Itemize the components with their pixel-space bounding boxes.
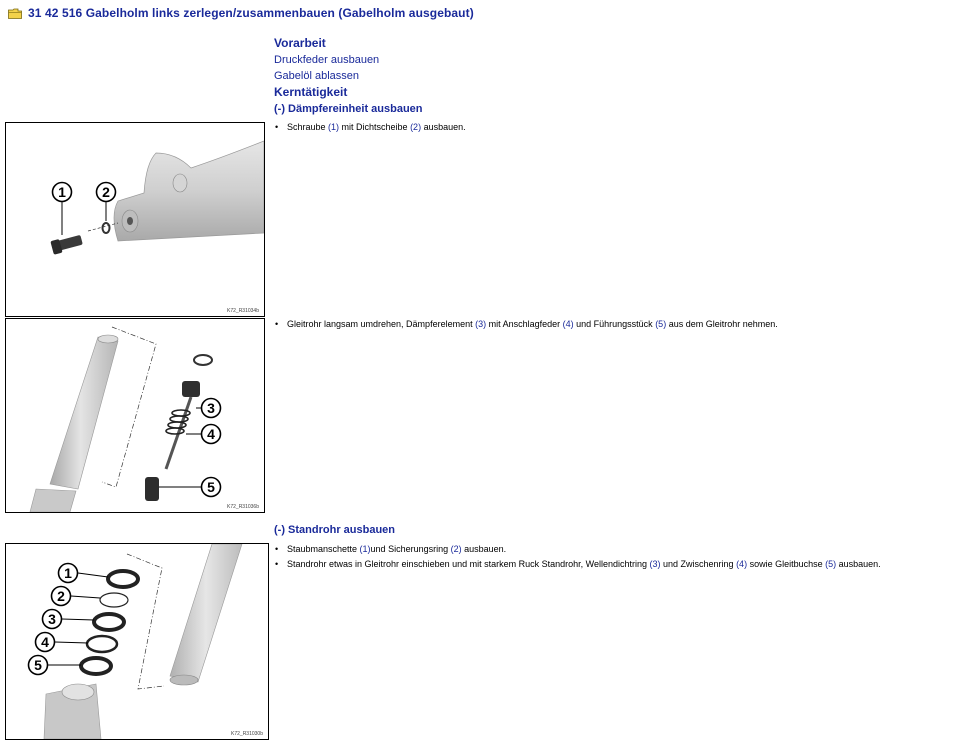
callout-4: 4	[41, 634, 49, 650]
vorarbeit-heading: Vorarbeit	[274, 36, 326, 50]
callout-2: 2	[102, 184, 110, 200]
link-gabeloel-ablassen[interactable]: Gabelöl ablassen	[274, 70, 360, 82]
figure-3-illustration	[6, 544, 268, 739]
preparation-block	[274, 35, 423, 117]
section-daempfereinheit-heading: (-) Dämpfereinheit ausbauen	[274, 103, 423, 115]
figure-standrohr-removal	[5, 543, 269, 740]
figure-screw-removal	[5, 122, 265, 317]
figure-code: K72_R31030b	[231, 731, 263, 737]
step-item: • Staubmanschette (1)und Sicherungsring (2) ausbauen.	[274, 542, 881, 557]
callout-1: 1	[58, 184, 66, 200]
step-item: • Schraube (1) mit Dichtscheibe (2) ausbauen.	[274, 120, 466, 135]
callout-5: 5	[207, 479, 215, 495]
page-title: 31 42 516 Gabelholm links zerlegen/zusammenbauen (Gabelholm ausgebaut)	[28, 6, 474, 20]
callout-3: 3	[48, 611, 56, 627]
step-item: • Standrohr etwas in Gleitrohr einschieben und mit starkem Ruck Standrohr, Wellendichtring (3) und Zwischenring (4) sowie Gleitbuchse (5) ausbauen.	[274, 557, 881, 572]
document-header	[8, 6, 474, 20]
callout-2: 2	[57, 588, 65, 604]
callout-5: 5	[34, 657, 42, 673]
callout-3: 3	[207, 400, 215, 416]
callout-4: 4	[207, 426, 215, 442]
figure-code: K72_R31034b	[227, 308, 259, 314]
standrohr-block	[274, 522, 395, 538]
figure-code: K72_R31036b	[227, 504, 259, 510]
step-item: • Gleitrohr langsam umdrehen, Dämpferelement (3) mit Anschlagfeder (4) und Führungsstück (5) aus dem Gleitrohr nehmen.	[274, 317, 778, 332]
steps-gleitrohr	[274, 317, 778, 332]
kerntaetigkeit-heading: Kerntätigkeit	[274, 85, 348, 99]
steps-standrohr	[274, 542, 881, 572]
section-standrohr-heading: (-) Standrohr ausbauen	[274, 524, 396, 536]
link-druckfeder-ausbauen[interactable]: Druckfeder ausbauen	[274, 54, 380, 66]
steps-daempfereinheit	[274, 120, 466, 135]
figure-damper-removal	[5, 318, 265, 513]
figure-1-illustration	[6, 123, 264, 316]
figure-2-illustration	[6, 319, 264, 512]
callout-1: 1	[64, 565, 72, 581]
folder-icon[interactable]	[8, 8, 22, 19]
